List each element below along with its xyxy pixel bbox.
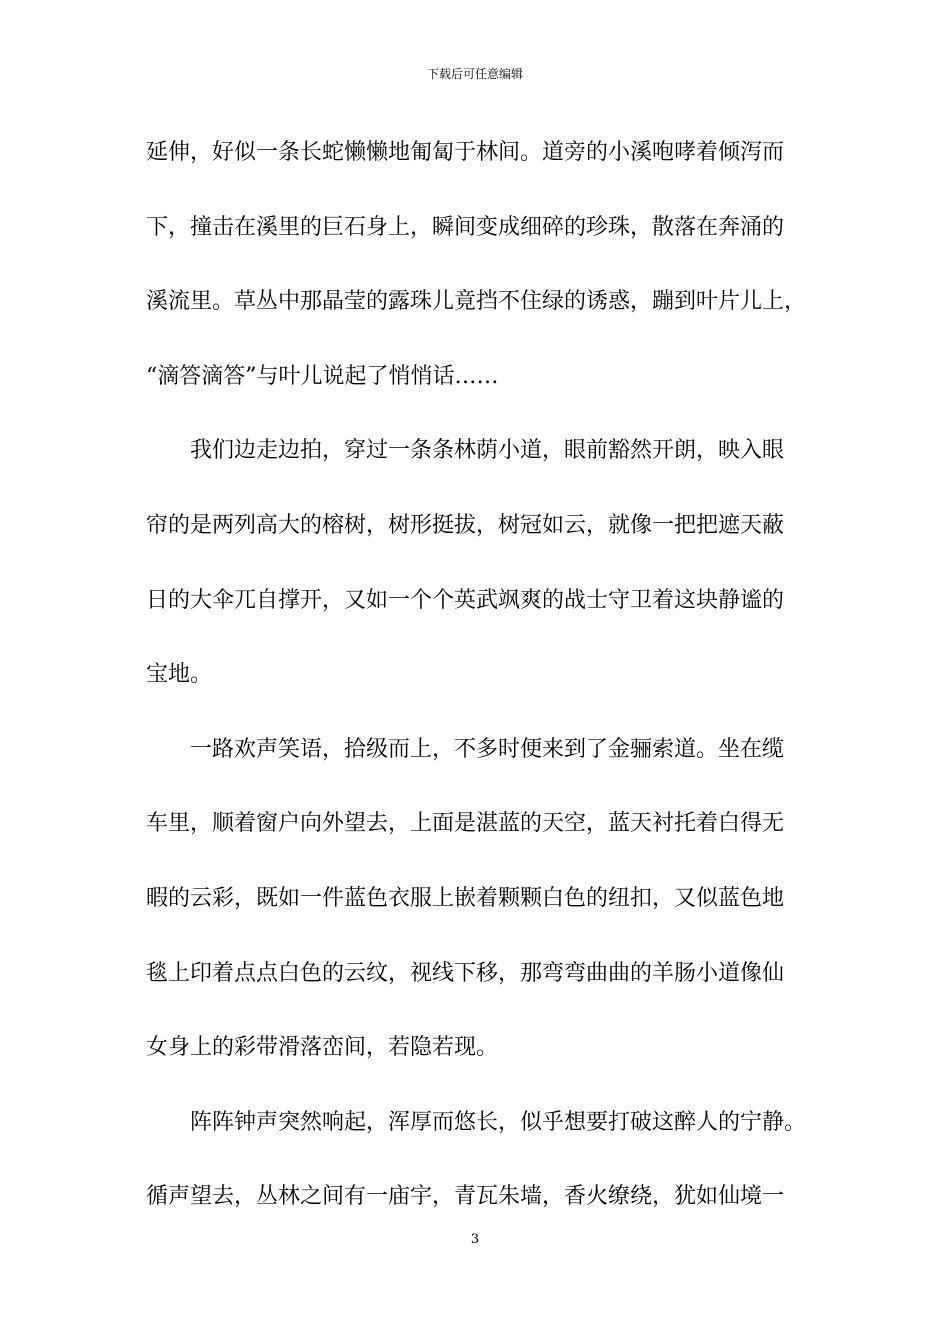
text-line: 我们边走边拍，穿过一条条林荫小道，眼前豁然开朗，映入眼 bbox=[146, 438, 785, 464]
page-header: 下载后可任意编辑 bbox=[426, 67, 523, 81]
text-line: 一路欢声笑语，拾级而上，不多时便来到了金骊索道。坐在缆 bbox=[146, 736, 785, 762]
text-line: 日的大伞兀自撑开，又如一个个英武飒爽的战士守卫着这块静谧的 bbox=[146, 587, 785, 613]
text-line: 延伸，好似一条长蛇懒懒地匍匐于林间。道旁的小溪咆哮着倾泻而 bbox=[146, 140, 785, 165]
text-line: 帘的是两列高大的榕树，树形挺拔，树冠如云，就像一把把遮天蔽 bbox=[146, 512, 785, 538]
text-line: 暇的云彩，既如一件蓝色衣服上嵌着颗颗白色的纽扣，又似蓝色地 bbox=[146, 885, 785, 911]
text-line: 阵阵钟声突然响起，浑厚而悠长，似乎想要打破这醉人的宁静。 bbox=[146, 1109, 807, 1135]
text-line: 循声望去，丛林之间有一庙宇，青瓦朱墙，香火缭绕，犹如仙境一 bbox=[146, 1184, 785, 1210]
page-number: 3 bbox=[470, 1232, 480, 1247]
text-line: 车里，顺着窗户向外望去，上面是湛蓝的天空，蓝天衬托着白得无 bbox=[146, 811, 785, 837]
text-line: “滴答滴答”与叶儿说起了悄悄话…… bbox=[146, 363, 499, 389]
text-line: 毯上印着点点白色的云纹，视线下移，那弯弯曲曲的羊肠小道像仙 bbox=[146, 960, 785, 986]
text-line: 溪流里。草丛中那晶莹的露珠儿竟挡不住绿的诱惑，蹦到叶片儿上， bbox=[146, 289, 807, 315]
text-line: 下，撞击在溪里的巨石身上，瞬间变成细碎的珍珠，散落在奔涌的 bbox=[146, 214, 785, 240]
text-line: 宝地。 bbox=[146, 662, 213, 688]
text-line: 女身上的彩带滑落峦间，若隐若现。 bbox=[146, 1035, 499, 1061]
document-body bbox=[146, 131, 821, 1250]
